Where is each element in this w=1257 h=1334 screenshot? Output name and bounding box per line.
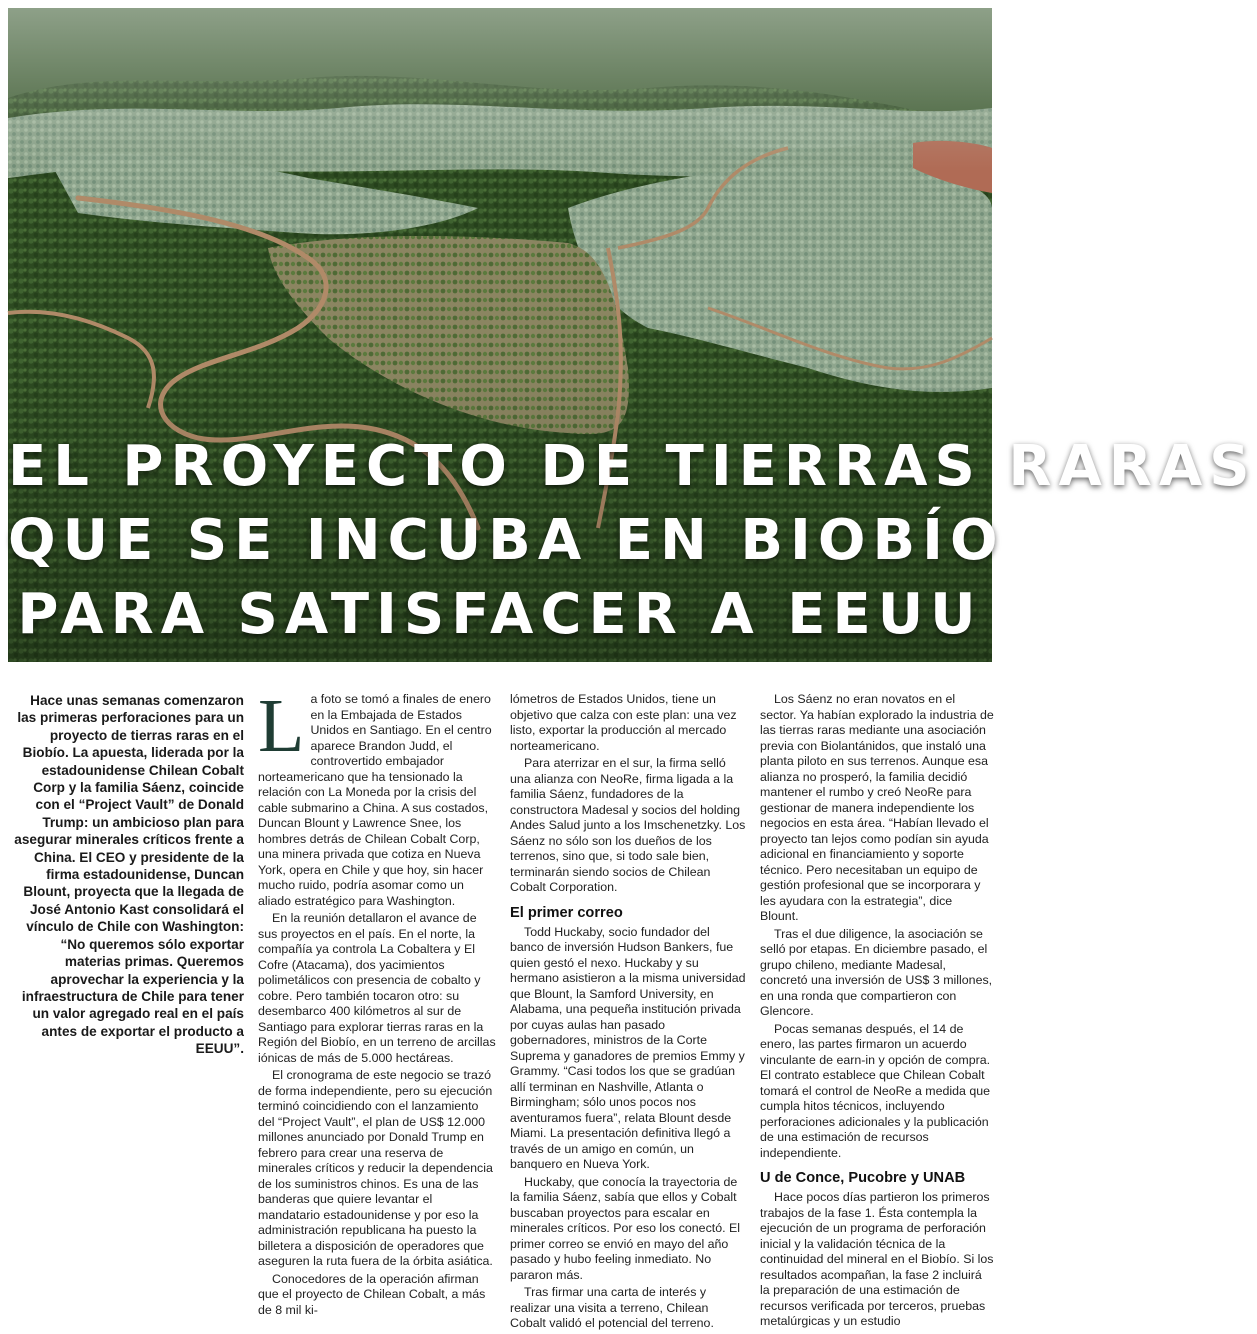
body-paragraph: En la reunión detallaron el avance de sus proyectos en el país. En el norte, la compañía ya controla La Cobaltera y El Cofre (Atacama), dos yacimientos polimetálicos con presencia de cobalto y cobre. Pero también tocaron otro: su desembarco 400 kilómetros al sur de Santiago para explorar tierras raras en la Región del Biobío, en un terreno de arcillas iónicas de más de 5.000 hectáreas. xyxy=(258,911,496,1065)
headline-line-2: QUE SE INCUBA EN BIOBÍO xyxy=(8,508,1005,573)
hero-photo xyxy=(8,8,1257,662)
section-heading: U de Conce, Pucobre y UNAB xyxy=(760,1170,966,1186)
body-paragraph: Para aterrizar en el sur, la firma selló una alianza con NeoRe, firma ligada a la familia Sáenz, fundadores de la constructora Madesal y socios del holding Andes Salud junto a los Imschenetzky. Los Sáenz no sólo son los dueños de los terrenos, sino que, si todo sale bien, terminarán siendo socios de Chilean Cobalt Corporation. xyxy=(510,756,746,894)
body-paragraph: Pocas semanas después, el 14 de enero, las partes firmaron un acuerdo vinculante de earn-in y opción de compra. El contrato establece que Chilean Cobalt tomará el control de NeoRe a medida que cumpla hitos técnicos, incluyendo perforaciones adicionales y la publicación de una estimación de recursos independiente. xyxy=(760,1021,991,1160)
body-paragraph: El cronograma de este negocio se trazó de forma independiente, pero su ejecución terminó coincidiendo con el lanzamiento del “Project Vault”, el plan de US$ 12.000 millones anunciado por Donald Trump en febrero para crear una reserva de minerales críticos y reducir la dependencia de los suministros chinos. Es una de las banderas que quiere levantar el mandatario estadounidense y por eso la administración republicana ha puesto la billetera a disposición de operadores que aseguren la ruta fuera de la órbita asiática. xyxy=(258,1068,493,1268)
body-paragraph: Conocedores de la operación afirman que el proyecto de Chilean Cobalt, a más de 8 mil ki- xyxy=(258,1271,486,1317)
drop-cap: L xyxy=(258,684,305,768)
headline-line-1: EL PROYECTO DE TIERRAS RARAS xyxy=(8,434,1257,499)
section-heading: El primer correo xyxy=(510,904,623,921)
lead-paragraph: Hace unas semanas comenzaron las primeras perforaciones para un proyecto de tierras raras en el Biobío. La apuesta, liderada por la estadounidense Chilean Cobalt Corp y la familia Sáenz, coincide con el “Project Vault” de Donald Trump: un ambicioso plan para asegurar minerales críticos frente a China. El CEO y presidente de la firma estadounidense, Duncan Blount, proyecta que la llegada de José Antonio Kast consolidará el vínculo de Chile con Washington: “No queremos sólo exportar materias primas. Queremos aprovechar la experiencia y la infraestructura de Chile para tener un valor agregado real en el país antes de exportar el producto a EEUU”. xyxy=(14,693,244,1057)
body-paragraph: Hace pocos días partieron los primeros trabajos de la fase 1. Ésta contempla la ejecución de un programa de perforación inicial y la validación técnica de la continuidad del mineral en el Biobío. Si los resultados acompañan, la fase 2 incluirá la preparación de una estimación de recursos verificada por terceros, pruebas metalúrgicas y un estudio xyxy=(760,1190,994,1328)
body-paragraph: Tras el due diligence, la asociación se selló por etapas. En diciembre pasado, el grupo chileno, mediante Madesal, concretó una inversión de US$ 3 millones, en una ronda que compartieron con Glencore. xyxy=(760,926,993,1018)
headline xyxy=(8,430,1257,652)
body-paragraph: Huckaby, que conocía la trayectoria de la familia Sáenz, sabía que ellos y Cobalt buscaban proyectos para escalar en minerales críticos. Por eso los conectó. El primer correo se envió en mayo del año pasado y hubo feeling inmediato. No pararon más. xyxy=(510,1174,741,1282)
body-paragraph: Tras firmar una carta de interés y realizar una visita a terreno, Chilean Cobalt validó el potencial del terreno. xyxy=(510,1285,714,1330)
article-column-2 xyxy=(510,692,746,1334)
article-column-3 xyxy=(760,692,994,1332)
body-paragraph: Todd Huckaby, socio fundador del banco de inversión Hudson Bankers, fue quien gestó el nexo. Huckaby y su hermano asistieron a la misma universidad que Blount, la Samford University, en Alabama, una pequeña institución privada por cuyas aulas han pasado gobernadores, ministros de la Corte Suprema y ganadores de premios Emmy y Grammy. “Casi todos los que se gradúan allí terminan en Nashville, Atlanta o Birmingham; sólo unos pocos nos aventuramos fuera”, relata Blount desde Miami. La presentación definitiva llegó a través de un amigo en común, un banquero en Nueva York. xyxy=(510,924,746,1171)
body-paragraph: lómetros de Estados Unidos, tiene un objetivo que calza con este plan: una vez listo, exportar la producción al mercado norteamericano. xyxy=(510,692,737,753)
article-column-1 xyxy=(258,684,496,1320)
body-paragraph: Los Sáenz no eran novatos en el sector. Ya habían explorado la industria de las tierras raras mediante una asociación previa con Biolantánidos, que instaló una planta piloto en sus terrenos. Aunque esa alianza no prosperó, la familia decidió mantener el rumbo y creó NeoRe para gestionar de manera independiente los negocios en esta área. “Habían llevado el proyecto tan lejos como podían sin ayuda adicional en financiamiento y soporte técnico. Pero necesitaban un equipo de gestión profesional que se incorporara y les ayudara con la estrategia”, dice Blount. xyxy=(760,692,994,923)
body-paragraph: a foto se tomó a finales de enero en la Embajada de Estados Unidos en Santiago. En el centro aparece Brandon Judd, el controvertido embajador norteamericano que ha tensionado la relación con La Moneda por la crisis del cable submarino a China. A sus costados, Duncan Blount y Lawrence Snee, los hombres detrás de Chilean Cobalt Corp, una minera privada que cotiza en Nueva York, opera en Chile y que hoy, sin hacer mucho ruido, podría asomar como un aliado estratégico para Washington. xyxy=(258,692,492,908)
headline-line-3: PARA SATISFACER A EEUU xyxy=(17,582,983,647)
